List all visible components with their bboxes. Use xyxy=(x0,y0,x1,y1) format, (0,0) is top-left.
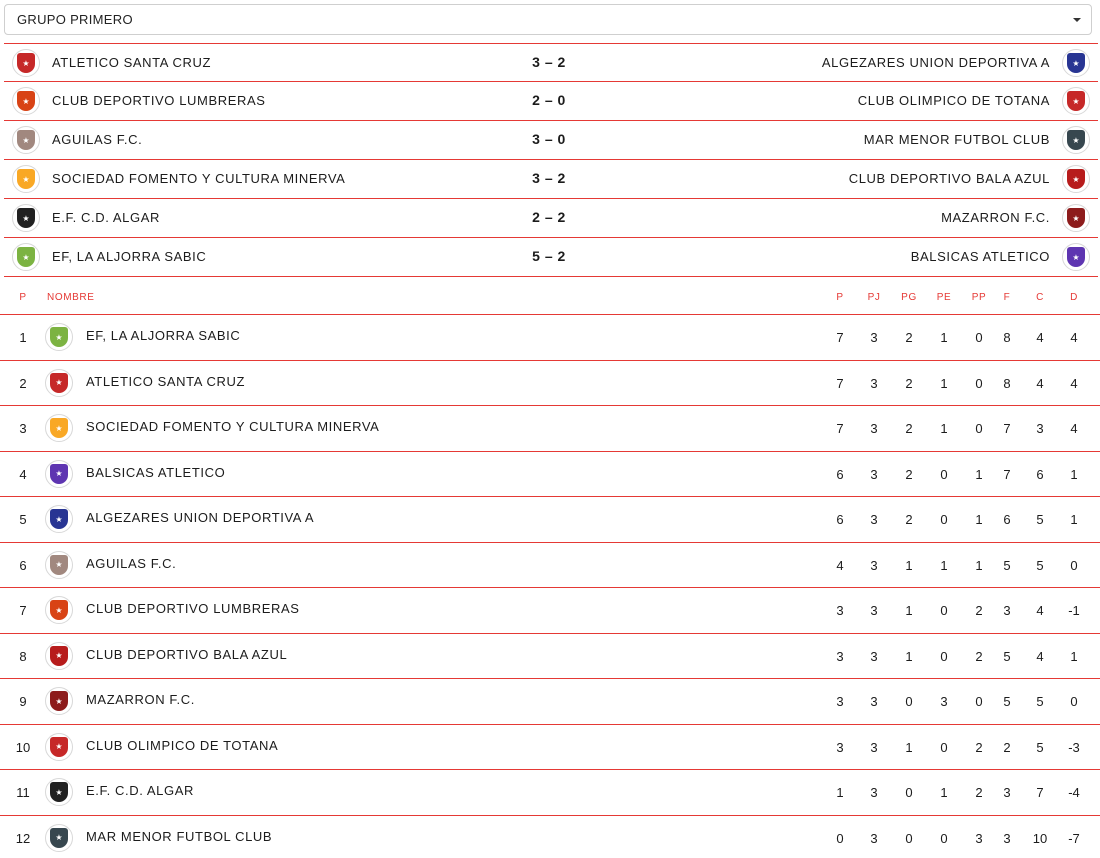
stat-d-cell: 1 xyxy=(1070,466,1078,482)
table-row[interactable] xyxy=(0,360,1100,406)
stat-f-cell: 3 xyxy=(1003,603,1011,618)
match-results xyxy=(4,43,1098,277)
match-score: 3 – 0 xyxy=(532,131,566,147)
stat-pj-cell: 3 xyxy=(870,466,878,482)
match-score: 2 – 0 xyxy=(532,92,566,108)
stat-p-cell: 3 xyxy=(836,603,844,618)
stat-f-cell: 5 xyxy=(1003,648,1011,664)
stat-p-cell: 1 xyxy=(836,785,844,800)
stat-pp-cell: 2 xyxy=(975,648,983,664)
home-team-name: AGUILAS F.C. xyxy=(52,132,143,147)
stat-c-cell: 5 xyxy=(1036,512,1044,527)
stat-pp-cell: 2 xyxy=(975,739,983,755)
table-row[interactable] xyxy=(0,314,1100,360)
header-pj: PJ xyxy=(867,292,881,303)
stat-pp-cell: 1 xyxy=(975,557,983,573)
team-crest xyxy=(45,778,73,806)
position-cell: 7 xyxy=(19,603,27,618)
stat-pg-cell: 2 xyxy=(905,512,913,527)
stat-pe-cell: 0 xyxy=(940,603,948,618)
match-row[interactable] xyxy=(4,199,1098,238)
stat-pe-cell: 0 xyxy=(940,466,948,482)
away-team-crest-icon: ★ xyxy=(1062,49,1090,77)
position-cell: 1 xyxy=(19,330,27,345)
stat-d-cell: 1 xyxy=(1070,512,1078,527)
away-team-crest-icon: ★ xyxy=(1062,243,1090,271)
stat-d-cell: 0 xyxy=(1070,557,1078,573)
team-name-cell: AGUILAS F.C. xyxy=(86,555,177,571)
position-cell: 11 xyxy=(16,785,30,800)
stat-p-cell: 6 xyxy=(836,512,844,527)
away-team-name: ALGEZARES UNION DEPORTIVA A xyxy=(821,55,1050,70)
table-row[interactable] xyxy=(0,587,1100,633)
stat-d-cell: -1 xyxy=(1068,603,1080,618)
match-row[interactable] xyxy=(4,43,1098,82)
home-team-name: SOCIEDAD FOMENTO Y CULTURA MINERVA xyxy=(52,171,346,186)
match-score: 3 – 2 xyxy=(532,54,566,70)
stat-c-cell: 4 xyxy=(1036,603,1044,618)
away-team-crest-icon: ★ xyxy=(1062,204,1090,232)
stat-c-cell: 5 xyxy=(1036,557,1044,573)
home-team-crest-icon: ★ xyxy=(12,87,40,115)
away-team-crest-icon: ★ xyxy=(1062,165,1090,193)
team-crest xyxy=(45,414,73,442)
match-score: 2 – 2 xyxy=(532,209,566,225)
match-row[interactable] xyxy=(4,238,1098,277)
table-row[interactable] xyxy=(0,815,1100,858)
stat-pj-cell: 3 xyxy=(870,421,878,436)
away-team-crest-icon: ★ xyxy=(1062,126,1090,154)
table-row[interactable] xyxy=(0,405,1100,451)
stat-d-cell: 4 xyxy=(1070,421,1078,436)
stat-f-cell: 5 xyxy=(1003,557,1011,573)
stat-pg-cell: 1 xyxy=(905,739,913,755)
home-team-name: E.F. C.D. ALGAR xyxy=(52,210,160,225)
stat-d-cell: -7 xyxy=(1068,830,1080,846)
match-row[interactable] xyxy=(4,82,1098,121)
team-crest-icon: ★ xyxy=(45,687,73,715)
stat-p-cell: 3 xyxy=(836,648,844,664)
table-row[interactable] xyxy=(0,633,1100,679)
stat-f-cell: 3 xyxy=(1003,785,1011,800)
stat-pj-cell: 3 xyxy=(870,375,878,391)
stat-pp-cell: 2 xyxy=(975,785,983,800)
team-crest-icon: ★ xyxy=(45,505,73,533)
stat-pg-cell: 2 xyxy=(905,421,913,436)
table-row[interactable] xyxy=(0,542,1100,588)
standings-table xyxy=(0,282,1100,858)
team-name-cell: ATLETICO SANTA CRUZ xyxy=(86,373,245,389)
away-team-name: MAR MENOR FUTBOL CLUB xyxy=(863,132,1050,147)
position-cell: 6 xyxy=(19,557,27,573)
home-team-name: CLUB DEPORTIVO LUMBRERAS xyxy=(52,93,266,108)
team-crest-icon: ★ xyxy=(45,824,73,852)
header-pos: P xyxy=(19,292,27,303)
stat-pj-cell: 3 xyxy=(870,785,878,800)
away-team-name: CLUB DEPORTIVO BALA AZUL xyxy=(848,171,1050,186)
team-crest-icon: ★ xyxy=(45,642,73,670)
stat-pe-cell: 0 xyxy=(940,648,948,664)
table-row[interactable] xyxy=(0,678,1100,724)
stat-c-cell: 5 xyxy=(1036,739,1044,755)
stat-f-cell: 8 xyxy=(1003,330,1011,345)
stat-pp-cell: 1 xyxy=(975,466,983,482)
team-name-cell: MAR MENOR FUTBOL CLUB xyxy=(86,828,273,844)
team-crest xyxy=(45,596,73,624)
header-name: NOMBRE xyxy=(47,292,95,303)
stat-p-cell: 7 xyxy=(836,375,844,391)
team-crest xyxy=(45,733,73,761)
stat-f-cell: 6 xyxy=(1003,512,1011,527)
stat-c-cell: 10 xyxy=(1032,830,1048,846)
away-team-name: CLUB OLIMPICO DE TOTANA xyxy=(857,93,1050,108)
team-crest-icon: ★ xyxy=(45,323,73,351)
stat-f-cell: 7 xyxy=(1003,466,1011,482)
stat-d-cell: -4 xyxy=(1068,785,1080,800)
stat-f-cell: 5 xyxy=(1003,694,1011,709)
stat-d-cell: 4 xyxy=(1070,330,1078,345)
home-team-crest-icon: ★ xyxy=(12,165,40,193)
stat-pj-cell: 3 xyxy=(870,648,878,664)
stat-pe-cell: 0 xyxy=(940,739,948,755)
match-row[interactable] xyxy=(4,121,1098,160)
stat-pg-cell: 2 xyxy=(905,466,913,482)
stat-pp-cell: 0 xyxy=(975,375,983,391)
position-cell: 3 xyxy=(19,421,27,436)
position-cell: 2 xyxy=(19,375,27,391)
stat-d-cell: -3 xyxy=(1068,739,1080,755)
stat-pj-cell: 3 xyxy=(870,330,878,345)
team-name-cell: EF, LA ALJORRA SABIC xyxy=(86,328,241,343)
home-team-crest-icon: ★ xyxy=(12,126,40,154)
away-team-name: BALSICAS ATLETICO xyxy=(910,249,1050,264)
stat-p-cell: 7 xyxy=(836,421,844,436)
team-crest xyxy=(45,369,73,397)
team-crest-icon: ★ xyxy=(45,369,73,397)
stat-d-cell: 0 xyxy=(1070,694,1078,709)
stat-p-cell: 4 xyxy=(836,557,844,573)
stat-p-cell: 6 xyxy=(836,466,844,482)
stat-pp-cell: 0 xyxy=(975,421,983,436)
stat-pg-cell: 1 xyxy=(905,648,913,664)
stat-pe-cell: 3 xyxy=(940,694,948,709)
home-team-crest-icon: ★ xyxy=(12,243,40,271)
team-name-cell: CLUB DEPORTIVO LUMBRERAS xyxy=(86,601,300,616)
stat-pp-cell: 2 xyxy=(975,603,983,618)
header-pe: PE xyxy=(936,292,952,303)
header-pg: PG xyxy=(901,292,917,303)
team-name-cell: BALSICAS ATLETICO xyxy=(86,464,226,480)
team-name-cell: MAZARRON F.C. xyxy=(86,692,195,707)
stat-pg-cell: 0 xyxy=(905,694,913,709)
stat-c-cell: 7 xyxy=(1036,785,1044,800)
team-name-cell: SOCIEDAD FOMENTO Y CULTURA MINERVA xyxy=(86,419,380,434)
stat-pe-cell: 0 xyxy=(940,830,948,846)
stat-f-cell: 8 xyxy=(1003,375,1011,391)
team-crest xyxy=(45,460,73,488)
stat-pj-cell: 3 xyxy=(870,694,878,709)
position-cell: 4 xyxy=(19,466,27,482)
standings-header xyxy=(0,282,1100,314)
team-crest-icon: ★ xyxy=(45,460,73,488)
stat-f-cell: 3 xyxy=(1003,830,1011,846)
stat-pp-cell: 3 xyxy=(975,830,983,846)
match-score: 5 – 2 xyxy=(532,248,566,264)
stat-pg-cell: 0 xyxy=(905,830,913,846)
position-cell: 5 xyxy=(19,512,27,527)
team-name-cell: ALGEZARES UNION DEPORTIVA A xyxy=(86,510,315,525)
position-cell: 9 xyxy=(19,694,27,709)
stat-pe-cell: 0 xyxy=(940,512,948,527)
stat-pj-cell: 3 xyxy=(870,603,878,618)
team-crest xyxy=(45,642,73,670)
team-crest-icon: ★ xyxy=(45,596,73,624)
table-row[interactable] xyxy=(0,769,1100,815)
stat-pe-cell: 1 xyxy=(940,330,948,345)
stat-pj-cell: 3 xyxy=(870,830,878,846)
team-crest xyxy=(45,505,73,533)
team-crest xyxy=(45,551,73,579)
header-c: C xyxy=(1036,292,1044,303)
stat-p-cell: 3 xyxy=(836,694,844,709)
stat-f-cell: 2 xyxy=(1003,739,1011,755)
stat-d-cell: 4 xyxy=(1070,375,1078,391)
stat-pg-cell: 1 xyxy=(905,557,913,573)
stat-pp-cell: 0 xyxy=(975,330,983,345)
team-crest-icon: ★ xyxy=(45,733,73,761)
stat-pp-cell: 0 xyxy=(975,694,983,709)
stat-c-cell: 4 xyxy=(1036,375,1044,391)
team-name-cell: E.F. C.D. ALGAR xyxy=(86,783,194,798)
stat-pe-cell: 1 xyxy=(940,375,948,391)
home-team-name: EF, LA ALJORRA SABIC xyxy=(52,249,207,264)
stat-pg-cell: 2 xyxy=(905,375,913,391)
team-crest xyxy=(45,824,73,852)
header-d: D xyxy=(1070,292,1078,303)
stat-p-cell: 3 xyxy=(836,739,844,755)
stat-c-cell: 4 xyxy=(1036,648,1044,664)
table-row[interactable] xyxy=(0,724,1100,770)
away-team-crest-icon: ★ xyxy=(1062,87,1090,115)
header-f: F xyxy=(1003,292,1011,303)
team-crest xyxy=(45,323,73,351)
table-row[interactable] xyxy=(0,496,1100,542)
stat-f-cell: 7 xyxy=(1003,421,1011,436)
team-name-cell: CLUB OLIMPICO DE TOTANA xyxy=(86,737,279,753)
position-cell: 12 xyxy=(15,830,31,846)
home-team-name: ATLETICO SANTA CRUZ xyxy=(52,55,211,70)
team-crest-icon: ★ xyxy=(45,778,73,806)
stat-pj-cell: 3 xyxy=(870,557,878,573)
away-team-name: MAZARRON F.C. xyxy=(941,210,1050,225)
stat-pe-cell: 1 xyxy=(940,557,948,573)
stat-p-cell: 7 xyxy=(836,330,844,345)
match-row[interactable] xyxy=(4,160,1098,199)
group-select-value: GRUPO PRIMERO xyxy=(17,12,133,27)
stat-d-cell: 1 xyxy=(1070,648,1078,664)
match-score: 3 – 2 xyxy=(532,170,566,186)
stat-pj-cell: 3 xyxy=(870,512,878,527)
stat-c-cell: 3 xyxy=(1036,421,1044,436)
home-team-crest-icon: ★ xyxy=(12,49,40,77)
home-team-crest-icon: ★ xyxy=(12,204,40,232)
team-crest xyxy=(45,687,73,715)
team-name-cell: CLUB DEPORTIVO BALA AZUL xyxy=(86,646,288,662)
stat-pg-cell: 1 xyxy=(905,603,913,618)
stat-pe-cell: 1 xyxy=(940,785,948,800)
position-cell: 10 xyxy=(15,739,31,755)
position-cell: 8 xyxy=(19,648,27,664)
header-pp: PP xyxy=(971,292,987,303)
stat-p-cell: 0 xyxy=(836,830,844,846)
stat-pg-cell: 0 xyxy=(905,785,913,800)
stat-c-cell: 5 xyxy=(1036,694,1044,709)
header-p: P xyxy=(836,292,844,303)
stat-pp-cell: 1 xyxy=(975,512,983,527)
team-crest-icon: ★ xyxy=(45,551,73,579)
stat-pe-cell: 1 xyxy=(940,421,948,436)
stat-c-cell: 4 xyxy=(1036,330,1044,345)
team-crest-icon: ★ xyxy=(45,414,73,442)
stat-pj-cell: 3 xyxy=(870,739,878,755)
stat-pg-cell: 2 xyxy=(905,330,913,345)
table-row[interactable] xyxy=(0,451,1100,497)
chevron-down-icon xyxy=(1073,18,1081,22)
group-select[interactable] xyxy=(4,4,1092,35)
stat-c-cell: 6 xyxy=(1036,466,1044,482)
